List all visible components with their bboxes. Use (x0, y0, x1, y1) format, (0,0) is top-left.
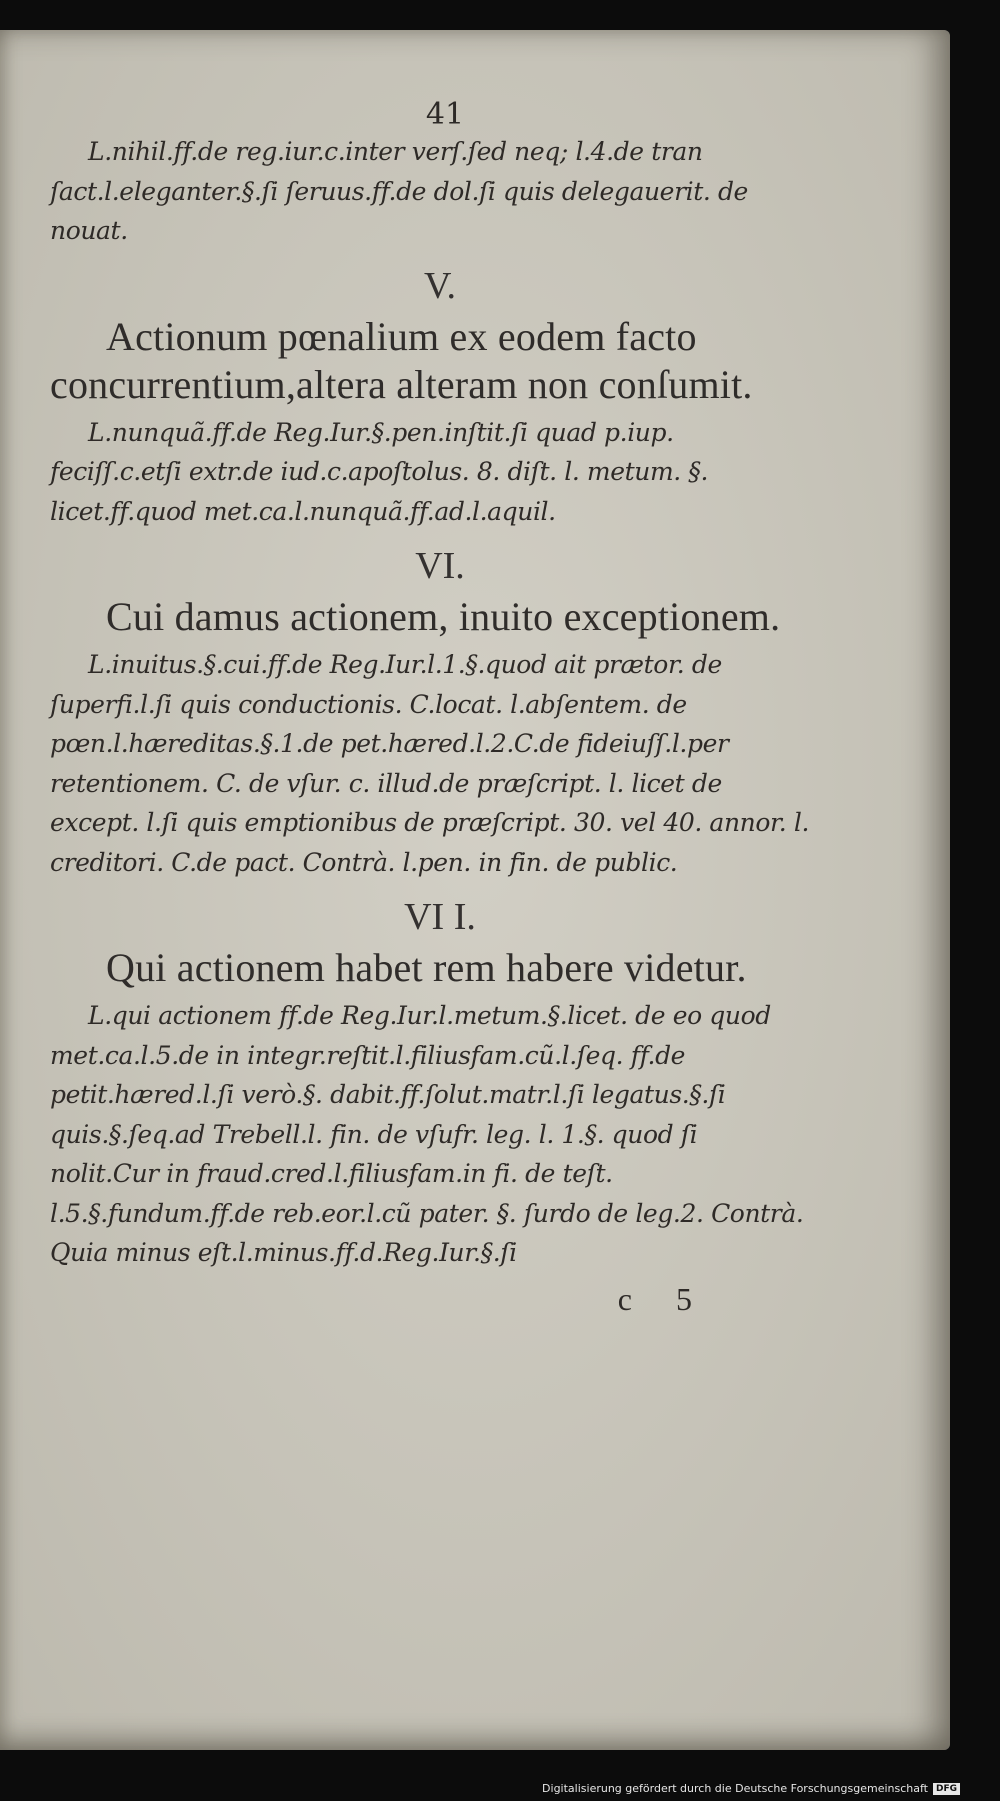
legal-rule: Actionum pœnalium ex eodem facto concurrentium,altera alteram non conſumit. (50, 313, 753, 407)
section-vi (50, 545, 810, 882)
rule-citation: L.inuitus.§.cui.ff.de Reg.Iur.l.1.§.quod ait prætor. de ſuperfi.l.ſi quis conductionis. C.locat. l.abſentem. de pœn.l.hæreditas.§.1.de pet.hæred.l.2.C.de fideiuſſ.l.per retentionem. C. de vſur. c. illud.de præſcript. l. licet de except. l.ſi quis emptionibus de præſcript. 30. vel 40. annor. l. creditori. C.de pact. Contrà. l.pen. in fin. de public. (50, 650, 810, 877)
section-vii (50, 896, 810, 1273)
section-numeral: VI. (415, 545, 465, 587)
page-number: 41 (425, 97, 465, 132)
section-numeral: VI I. (404, 896, 476, 938)
legal-rule: Cui damus actionem, inuito exceptionem. (106, 594, 781, 639)
section-v (50, 265, 810, 532)
rule-citation: L.nunquã.ff.de Reg.Iur.§.pen.inſtit.ſi quad p.iup. feciſſ.c.etſi extr.de iud.c.apoſtolus. 8. diſt. l. metum. §. licet.ff.quod met.ca.l.nunquã.ff.ad.l.aquil. (50, 417, 709, 526)
section-numeral: V. (423, 264, 457, 307)
signature-mark: c 5 (617, 1280, 710, 1317)
credit-text: Digitalisierung gefördert durch die Deutsche Forschungsgemeinschaft (542, 1782, 928, 1795)
dfg-logo-icon: DFG (933, 1783, 960, 1795)
page-text (50, 98, 810, 1318)
opening-citation: L.nihil.ff.de reg.iur.c.inter verſ.ſed neq; l.4.de tran ſact.l.eleganter.§.ſi ſeruus.ff.de dol.ſi quis delegauerit. de nouat. (50, 137, 748, 245)
rule-citation: L.qui actionem ff.de Reg.Iur.l.metum.§.licet. de eo quod met.ca.l.5.de in integr.reſtit.l.filiusfam.cũ.l.ſeq. ff.de petit.hæred.l.ſi verò.§. dabit.ff.ſolut.matr.l.ſi legatus.§.ſi quis.§.ſeq.ad Trebell.l. fin. de vſufr. leg. l. 1.§. quod ſi nolit.Cur in fraud.cred.l.filiusfam.in fi. de teſt. l.5.§.fundum.ff.de reb.eor.l.cũ pater. §. ſurdo de leg.2. Contrà. Quia minus eſt.l.minus.ff.d.Reg.Iur.§.ſi (50, 1001, 804, 1267)
digitization-credit (542, 1782, 960, 1795)
legal-rule: Qui actionem habet rem habere videtur. (106, 945, 747, 990)
scanned-page (0, 30, 950, 1750)
